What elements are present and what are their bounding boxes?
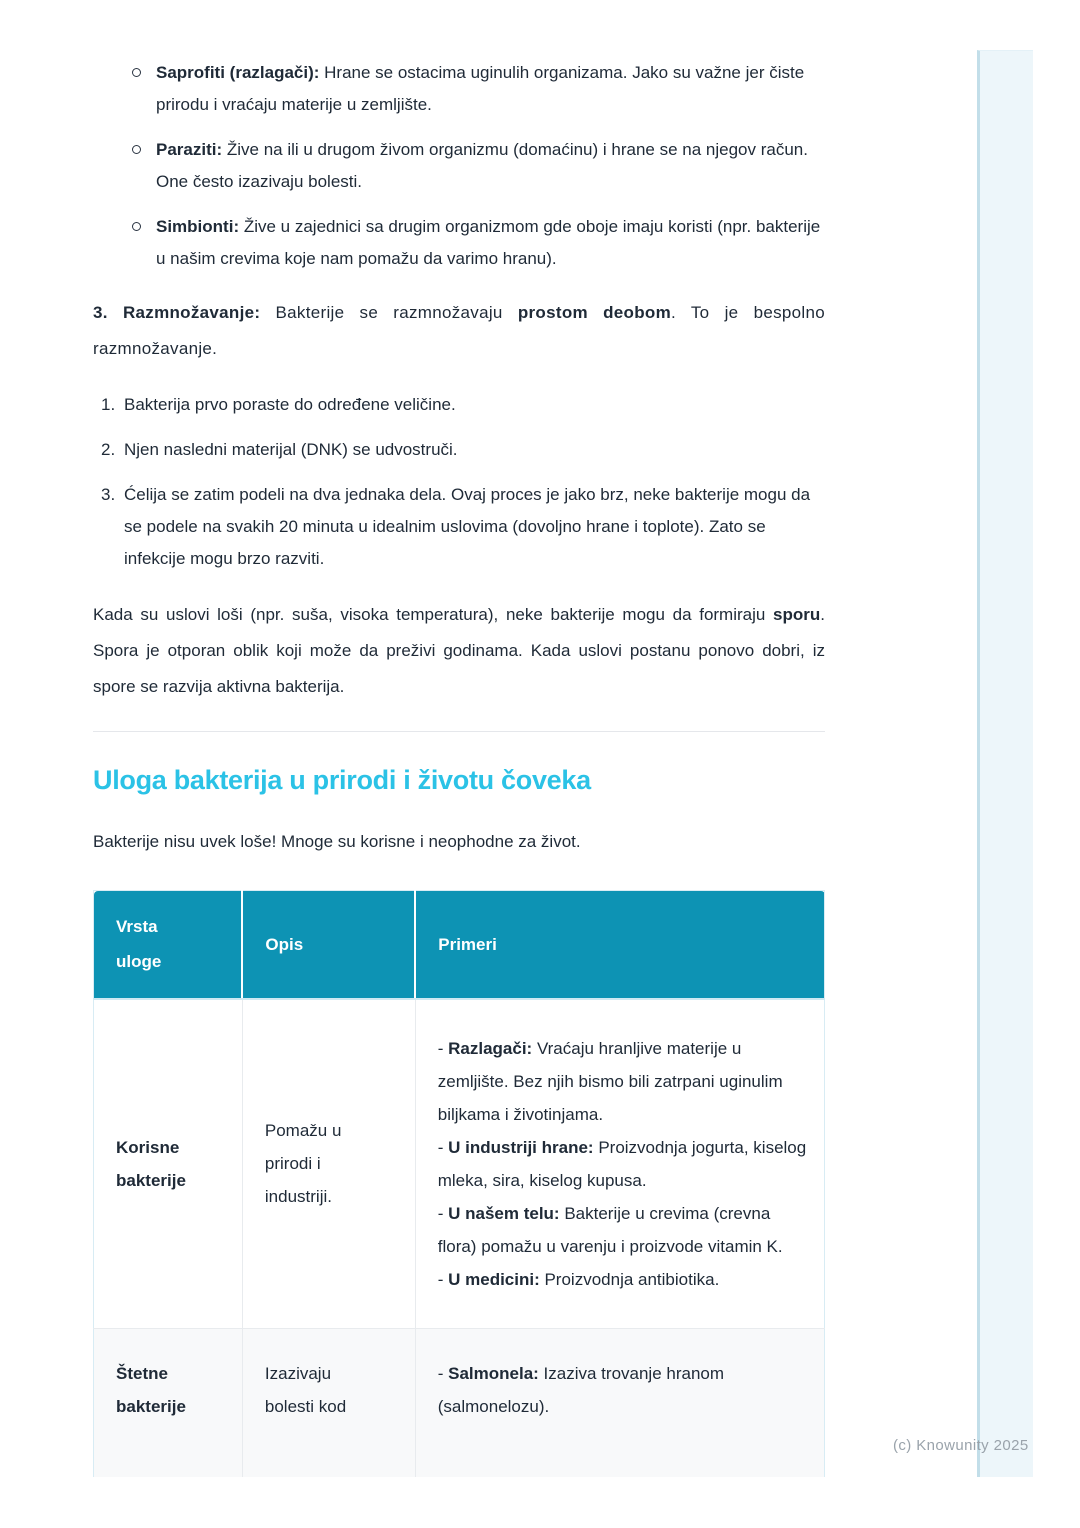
list-item-saprofiti <box>93 57 825 121</box>
list-item-text: Saprofiti (razlagači): Hrane se ostacima uginulih organizama. Jako su važne jer čiste prirodu i vraćaju materije u zemljište. <box>156 63 805 114</box>
section-divider <box>93 731 825 732</box>
example-line: - Razlagači: Vraćaju hranljive materije u zemljište. Bez njih bismo bili zatrpani uginulim biljkama i životinjama. <box>437 1038 783 1124</box>
role-cell: Korisne bakterije <box>94 999 243 1329</box>
step-item-1 <box>93 389 825 421</box>
copyright-text: (c) Knowunity 2025 <box>893 1437 1029 1454</box>
role-cell: Štetne bakterije <box>94 1329 243 1478</box>
step-number: 1. <box>101 395 116 414</box>
table-header-opis: Opis <box>242 891 415 999</box>
circle-bullet-icon <box>132 68 141 77</box>
bacteria-roles-table <box>93 890 825 1477</box>
spore-paragraph: Kada su uslovi loši (npr. suša, visoka temperatura), neke bakterije mogu da formiraju sporu. Spora je otporan oblik koji može da preživi godinama. Kada uslovi postanu ponovo dobri, iz spore se razvija aktivna bakterija. <box>93 605 825 696</box>
list-item-simbionti <box>93 211 825 275</box>
list-item-paraziti <box>93 134 825 198</box>
example-line: - U medicini: Proizvodnja antibiotika. <box>437 1269 720 1289</box>
step-text: Ćelija se zatim podeli na dva jednaka dela. Ovaj proces je jako brz, neke bakterije mogu da se podele na svakih 20 minuta u idealnim uslovima (dovoljno hrane i toplote). Zato se infekcije mogu brzo razviti. <box>124 485 811 568</box>
table-row-stetne <box>94 1329 825 1478</box>
list-item-text: Paraziti: Žive na ili u drugom živom organizmu (domaćinu) i hrane se na njegov račun. One često izazivaju bolesti. <box>156 140 808 191</box>
section-heading: Uloga bakterija u prirodi i životu čoveka <box>93 765 591 795</box>
table-header-vrsta-uloge: Vrsta uloge <box>94 891 243 999</box>
page-edge-decoration <box>977 50 1033 1477</box>
step-item-2 <box>93 434 825 466</box>
step-number: 2. <box>101 440 116 459</box>
table-row-korisne <box>94 999 825 1329</box>
example-line: - U našem telu: Bakterije u crevima (crevna flora) pomažu u varenju i proizvode vitamin K. <box>437 1203 783 1256</box>
bacteria-types-bullet-list <box>93 57 825 275</box>
step-text: Njen nasledni materijal (DNK) se udvostruči. <box>124 440 458 459</box>
division-steps-list <box>93 389 825 575</box>
list-item-text: Simbionti: Žive u zajednici sa drugim organizmom gde oboje imaju koristi (npr. bakterije u našim crevima koje nam pomažu da varimo hranu). <box>156 217 821 268</box>
step-item-3 <box>93 479 825 575</box>
step-number: 3. <box>101 485 116 504</box>
circle-bullet-icon <box>132 145 141 154</box>
example-line: - U industriji hrane: Proizvodnja jogurta, kiselog mleka, sira, kiselog kupusa. <box>437 1137 807 1190</box>
circle-bullet-icon <box>132 222 141 231</box>
example-line: - Salmonela: Izaziva trovanje hranom (salmonelozu). <box>437 1364 725 1416</box>
document-body <box>93 0 825 1477</box>
table-header-row <box>94 891 825 999</box>
examples-cell <box>415 999 824 1329</box>
examples-cell <box>415 1329 824 1478</box>
section-intro-paragraph: Bakterije nisu uvek loše! Mnoge su korisne i neophodne za život. <box>93 832 581 851</box>
step-text: Bakterija prvo poraste do određene veličine. <box>124 395 456 414</box>
reproduction-paragraph: 3. Razmnožavanje: Bakterije se razmnožavaju prostom deobom. To je bespolno razmnožavanje. <box>93 303 825 358</box>
description-cell: Izazivaju bolesti kod <box>242 1329 415 1478</box>
description-cell: Pomažu u prirodi i industriji. <box>242 999 415 1329</box>
table-header-primeri: Primeri <box>415 891 824 999</box>
